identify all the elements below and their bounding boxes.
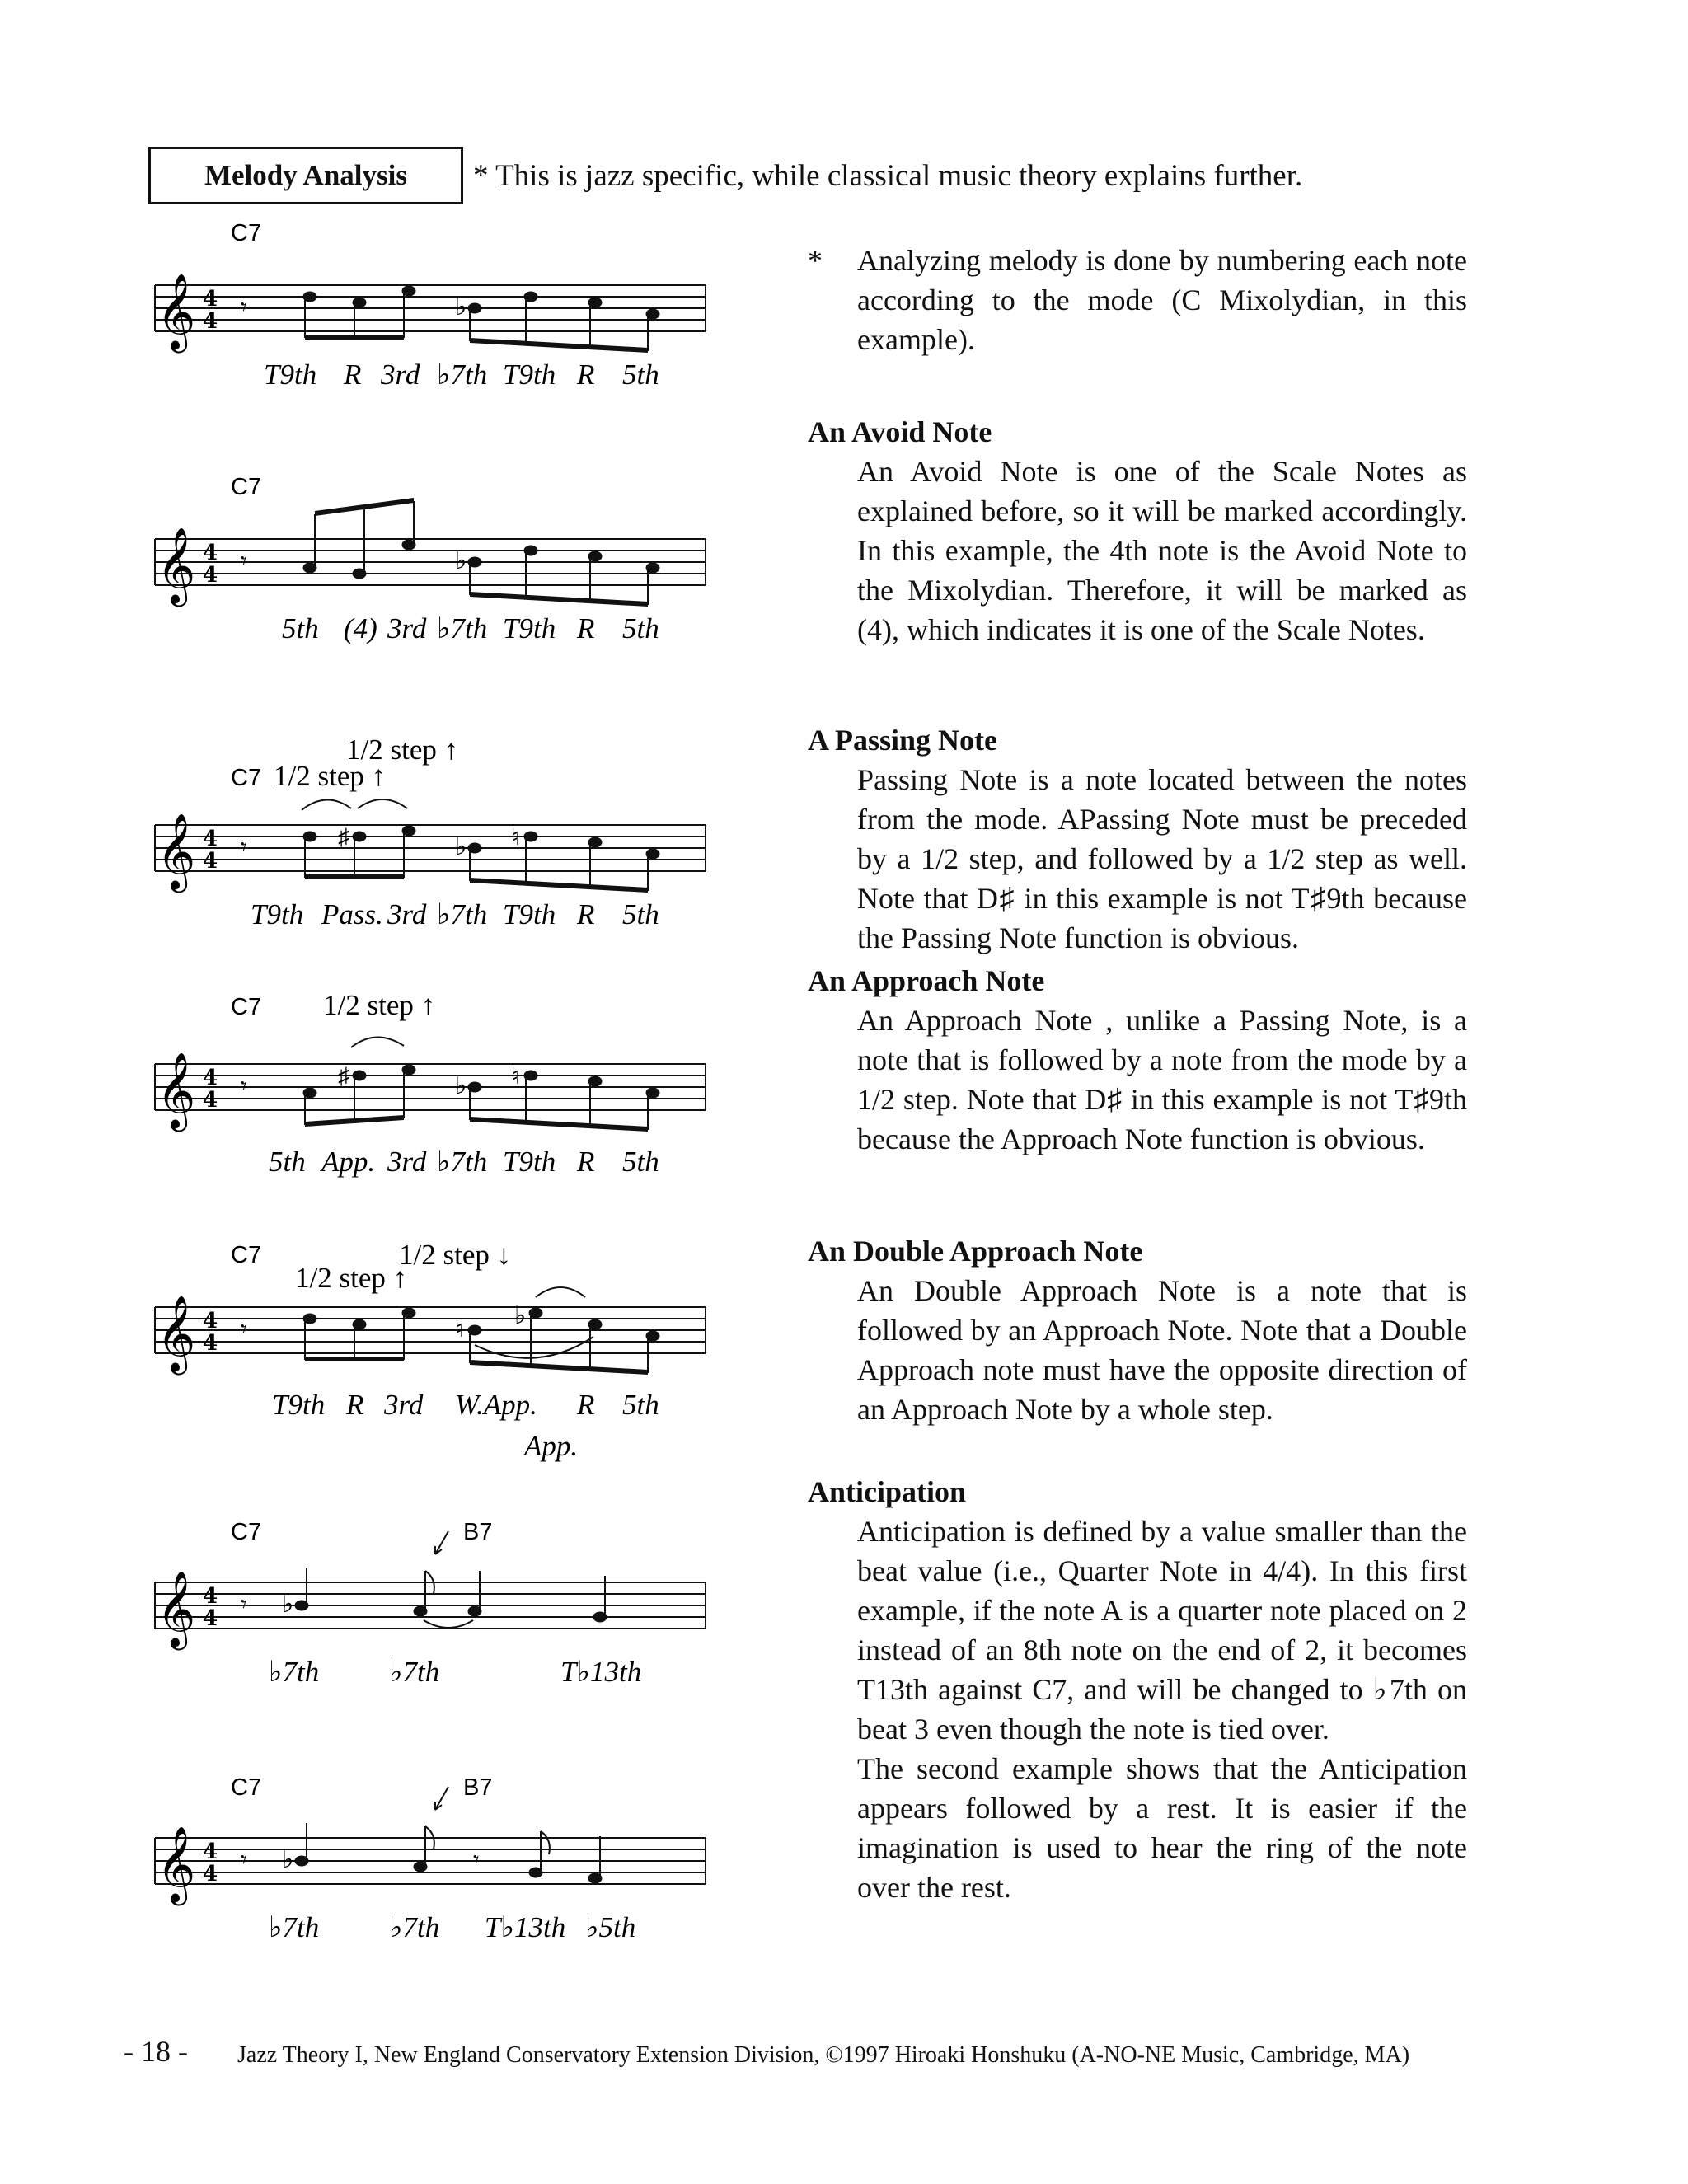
svg-text:♭7th: ♭7th	[437, 898, 488, 930]
treble-clef-icon: 𝄞	[157, 527, 196, 603]
svg-text:♭7th: ♭7th	[269, 1656, 320, 1688]
time-signature: 4	[203, 287, 218, 312]
svg-text:3rd: 3rd	[387, 612, 427, 644]
svg-text:C7: C7	[231, 1519, 262, 1545]
svg-text:R: R	[577, 1389, 595, 1421]
svg-text:T9th: T9th	[264, 359, 317, 391]
svg-text:5th: 5th	[282, 612, 319, 644]
svg-text:3rd: 3rd	[384, 1389, 424, 1421]
flat-icon: ♭	[455, 1072, 467, 1099]
music-example-3	[148, 729, 709, 935]
svg-text:4: 4	[203, 1309, 218, 1333]
svg-text:♭7th: ♭7th	[389, 1911, 440, 1943]
svg-text:5th: 5th	[622, 898, 659, 930]
svg-text:4: 4	[203, 1862, 218, 1886]
music-example-4	[148, 985, 709, 1191]
svg-text:C7: C7	[231, 474, 262, 500]
svg-text:R: R	[577, 1146, 595, 1178]
section-double-approach-note	[808, 1231, 1467, 1429]
svg-text:T9th: T9th	[251, 898, 304, 930]
sharp-icon: ♯	[338, 825, 349, 851]
rest-icon: 𝄾	[241, 1592, 247, 1618]
flat-icon: ♭	[282, 1846, 294, 1873]
music-example-6	[148, 1515, 709, 1704]
svg-text:C7: C7	[231, 1774, 262, 1801]
svg-text:T9th: T9th	[503, 359, 556, 391]
section-body: An Double Approach Note is a note that is followed by an Approach Note. Note that a Double Approach note must have the opposite direction of an Approach Note by a whole step.	[857, 1274, 1467, 1426]
svg-text:4: 4	[203, 827, 218, 851]
music-example-5	[148, 1228, 709, 1475]
svg-text:T9th: T9th	[503, 612, 556, 644]
svg-text:R: R	[577, 612, 595, 644]
svg-text:3rd: 3rd	[387, 1146, 427, 1178]
section-title: Melody Analysis	[204, 159, 407, 191]
section-avoid-note	[808, 412, 1467, 649]
half-step-label: 1/2 step ↓	[399, 1239, 512, 1271]
svg-text:3rd: 3rd	[381, 359, 420, 391]
section-body: An Approach Note , unlike a Passing Note, is a note that is followed by a note from the mode by a 1/2 step. Note that D♯ in this example is not T♯9th because the Approach Note function is obvious.	[857, 1004, 1467, 1155]
section-heading: Anticipation	[808, 1475, 967, 1508]
half-step-label: 1/2 step ↑	[323, 989, 436, 1021]
svg-text:4: 4	[203, 1088, 218, 1113]
svg-text:B7: B7	[463, 1774, 493, 1801]
natural-icon: ♮	[455, 1317, 464, 1343]
rest-icon: 𝄾	[241, 295, 247, 321]
treble-clef-icon: 𝄞	[157, 1570, 196, 1647]
svg-text:T9th: T9th	[503, 898, 556, 930]
svg-text:5th: 5th	[622, 1146, 659, 1178]
svg-text:4: 4	[203, 849, 218, 874]
page-number: - 18 -	[124, 2035, 188, 2068]
svg-text:R: R	[577, 898, 595, 930]
svg-text:♭7th: ♭7th	[437, 612, 488, 644]
svg-text:3rd: 3rd	[387, 898, 427, 930]
svg-text:R: R	[577, 359, 595, 391]
svg-text:4: 4	[203, 1584, 218, 1609]
svg-text:♭7th: ♭7th	[269, 1911, 320, 1943]
rest-icon: 𝄾	[241, 835, 247, 860]
paragraph: The second example shows that the Anticipation appears followed by a rest. It is easier if the imagination is used to hear the ring of the note over the rest.	[857, 1752, 1467, 1904]
treble-clef-icon: 𝄞	[157, 1295, 196, 1371]
intro-text: Analyzing melody is done by numbering each note according to the mode (C Mixolydian, in this example).	[857, 244, 1467, 356]
bullet-star: *	[808, 244, 823, 277]
flat-icon: ♭	[455, 547, 467, 574]
svg-text:T9th: T9th	[272, 1389, 326, 1421]
svg-text:R: R	[346, 1389, 364, 1421]
svg-text:4: 4	[203, 1066, 218, 1090]
natural-icon: ♮	[511, 1064, 520, 1090]
svg-text:T♭13th: T♭13th	[485, 1911, 566, 1943]
rest-icon: 𝄾	[241, 1317, 247, 1343]
section-heading: An Double Approach Note	[808, 1235, 1143, 1268]
section-body	[857, 1511, 1467, 1907]
svg-text:4: 4	[203, 563, 218, 588]
analysis-labels	[264, 359, 659, 391]
svg-text:T♭13th: T♭13th	[560, 1656, 642, 1688]
section-heading: A Passing Note	[808, 724, 998, 757]
section-body: Passing Note is a note located between the notes from the mode. APassing Note must be preceded by a 1/2 step, and followed by a 1/2 step as well. Note that D♯ in this example is not T♯9th because the Passing Note function is obvious.	[857, 763, 1467, 954]
flat-icon: ♭	[455, 293, 467, 321]
treble-clef-icon: 𝄞	[157, 1825, 196, 1902]
section-body: An Avoid Note is one of the Scale Notes as explained before, so it will be marked accordingly. In this example, the 4th note is the Avoid Note to the Mixolydian. Therefore, it will be marked as (4), which indicates it is one of the Scale Notes.	[857, 455, 1467, 646]
header-note: * This is jazz specific, while classical music theory explains further.	[473, 159, 1303, 193]
svg-text:5th: 5th	[622, 359, 659, 391]
flat-icon: ♭	[514, 1302, 527, 1329]
flat-icon: ♭	[282, 1591, 294, 1618]
svg-text:4: 4	[203, 1331, 218, 1356]
half-step-label: 1/2 step ↑	[274, 760, 387, 792]
music-example-7	[148, 1770, 709, 1960]
svg-text:4: 4	[203, 1606, 218, 1631]
music-example-2	[148, 476, 709, 649]
svg-text:4: 4	[203, 1840, 218, 1864]
music-example-1	[148, 220, 709, 396]
flat-icon: ♭	[455, 833, 467, 860]
rest-icon: 𝄾	[241, 1074, 247, 1099]
footer-citation: Jazz Theory I, New England Conservatory Extension Division, ©1997 Hiroaki Honshuku (A-NO-NE Music, Cambridge, MA)	[237, 2042, 1410, 2068]
natural-icon: ♮	[511, 825, 520, 851]
treble-clef-icon: 𝄞	[157, 1052, 196, 1128]
rest-icon: 𝄾	[473, 1848, 480, 1873]
half-step-label: 1/2 step ↑	[295, 1262, 408, 1294]
rest-icon: 𝄾	[241, 1848, 247, 1873]
svg-text:4: 4	[203, 541, 218, 565]
svg-text:5th: 5th	[622, 612, 659, 644]
svg-text:♭7th: ♭7th	[437, 359, 488, 391]
treble-clef-icon: 𝄞	[157, 813, 196, 889]
section-approach-note	[808, 961, 1467, 1159]
svg-text:4: 4	[203, 309, 218, 334]
section-anticipation	[808, 1472, 1467, 1907]
svg-text:Pass.: Pass.	[321, 898, 383, 930]
svg-text:(4): (4)	[344, 612, 377, 644]
section-heading: An Avoid Note	[808, 415, 992, 448]
half-step-label: 1/2 step ↑	[346, 733, 459, 766]
svg-text:R: R	[344, 359, 362, 391]
section-passing-note	[808, 720, 1467, 958]
chord-symbol: C7	[231, 220, 262, 246]
svg-text:5th: 5th	[622, 1389, 659, 1421]
svg-text:App.: App.	[524, 1430, 579, 1462]
intro-bullet	[808, 241, 1467, 359]
section-title-box	[148, 147, 463, 204]
svg-text:W.App.: W.App.	[455, 1389, 537, 1421]
svg-text:♭7th: ♭7th	[437, 1146, 488, 1178]
staff-lines	[155, 285, 706, 331]
svg-text:App.: App.	[321, 1146, 376, 1178]
sharp-icon: ♯	[338, 1064, 349, 1090]
paragraph: Anticipation is defined by a value smaller than the beat value (i.e., Quarter Note in 4/4). In this first example, if the note A is a quarter note placed on 2 instead of an 8th note on the end of 2, it becomes T13th against C7, and will be changed to ♭7th on beat 3 even though the note is tied over.	[857, 1515, 1467, 1746]
svg-text:C7: C7	[231, 1242, 262, 1268]
rest-icon: 𝄾	[241, 549, 247, 574]
svg-text:C7: C7	[231, 994, 262, 1020]
svg-text:B7: B7	[463, 1519, 493, 1545]
treble-clef-icon: 𝄞	[157, 273, 196, 349]
svg-text:♭7th: ♭7th	[389, 1656, 440, 1688]
svg-text:♭5th: ♭5th	[585, 1911, 636, 1943]
svg-text:5th: 5th	[269, 1146, 306, 1178]
svg-text:C7: C7	[231, 765, 262, 791]
svg-text:T9th: T9th	[503, 1146, 556, 1178]
section-heading: An Approach Note	[808, 964, 1045, 997]
